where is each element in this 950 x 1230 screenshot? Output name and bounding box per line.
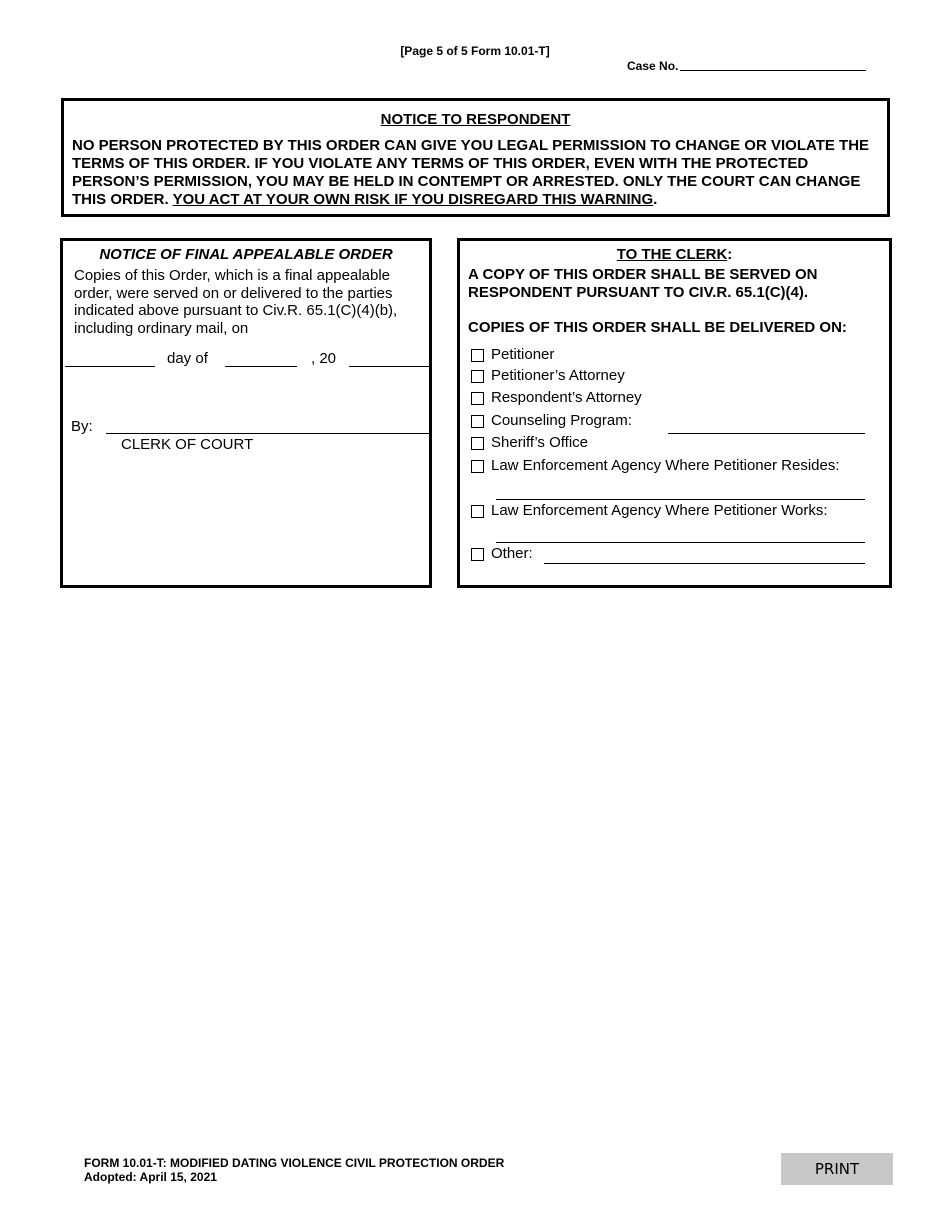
checkbox-petitioners-attorney[interactable] xyxy=(471,370,484,383)
checkbox-respondents-attorney[interactable] xyxy=(471,392,484,405)
footer-adopted-date: Adopted: April 15, 2021 xyxy=(84,1170,217,1184)
appealable-title: NOTICE OF FINAL APPEALABLE ORDER xyxy=(99,246,393,263)
clerk-of-court-label: CLERK OF COURT xyxy=(121,436,254,453)
notice-warning: YOU ACT AT YOUR OWN RISK IF YOU DISREGARD THIS WARNING xyxy=(172,191,654,208)
checkbox-agency-resides[interactable] xyxy=(471,460,484,473)
option-counseling-program: Counseling Program: xyxy=(491,412,632,429)
clerk-title-text: TO THE CLERK xyxy=(616,246,728,263)
option-respondents-attorney: Respondent’s Attorney xyxy=(491,389,642,406)
year-field[interactable] xyxy=(349,366,429,367)
clerk-signature-field[interactable] xyxy=(106,433,429,434)
day-field[interactable] xyxy=(65,366,155,367)
month-field[interactable] xyxy=(225,366,297,367)
option-other: Other: xyxy=(491,545,533,562)
notice-period: . xyxy=(653,191,658,208)
page-label: [Page 5 of 5 Form 10.01-T] xyxy=(400,44,550,58)
checkbox-agency-works[interactable] xyxy=(471,505,484,518)
case-number-field[interactable] xyxy=(680,70,866,71)
to-the-clerk-box xyxy=(457,238,892,588)
checkbox-other[interactable] xyxy=(471,548,484,561)
footer-form-title: FORM 10.01-T: MODIFIED DATING VIOLENCE CIVIL PROTECTION ORDER xyxy=(84,1156,505,1170)
option-agency-resides: Law Enforcement Agency Where Petitioner Resides: xyxy=(491,457,840,474)
checkbox-sheriffs-office[interactable] xyxy=(471,437,484,450)
notice-text: NO PERSON PROTECTED BY THIS ORDER CAN GIVE YOU LEGAL PERMISSION TO CHANGE OR VIOLATE THE TERMS OF THIS ORDER. IF YOU VIOLATE ANY TERMS OF THIS ORDER, EVEN WITH THE PROTECTED PERSON’S PERMISSION, YOU MAY BE HELD IN CONTEMPT OR ARRESTED. ONLY THE COURT CAN CHANGE THIS ORDER. xyxy=(72,137,870,208)
agency-works-field[interactable] xyxy=(496,542,865,543)
year-prefix-label: , 20 xyxy=(311,350,337,367)
checkbox-petitioner[interactable] xyxy=(471,349,484,362)
case-number-label: Case No. xyxy=(627,59,679,73)
footer-form-info xyxy=(84,1156,504,1184)
delivered-statement: COPIES OF THIS ORDER SHALL BE DELIVERED ON: xyxy=(468,319,847,336)
option-petitioners-attorney: Petitioner’s Attorney xyxy=(491,367,625,384)
by-label: By: xyxy=(71,418,93,435)
notice-body xyxy=(72,137,881,209)
option-agency-works: Law Enforcement Agency Where Petitioner Works: xyxy=(491,502,828,519)
day-of-label: day of xyxy=(167,350,208,367)
agency-resides-field[interactable] xyxy=(496,499,865,500)
appealable-body: Copies of this Order, which is a final appealable order, were served on or delivered to the parties indicated above pursuant to Civ.R. 65.1(C)(4)(b), including ordinary mail, on xyxy=(74,267,398,337)
checkbox-counseling-program[interactable] xyxy=(471,415,484,428)
clerk-title-colon: : xyxy=(727,246,733,263)
other-field[interactable] xyxy=(544,563,865,564)
served-statement: A COPY OF THIS ORDER SHALL BE SERVED ON RESPONDENT PURSUANT TO CIV.R. 65.1(C)(4). xyxy=(468,266,818,301)
notice-to-respondent-box xyxy=(61,98,890,217)
counseling-program-field[interactable] xyxy=(668,433,865,434)
option-sheriffs-office: Sheriff’s Office xyxy=(491,434,588,451)
clerk-title xyxy=(460,246,889,263)
option-petitioner: Petitioner xyxy=(491,346,555,363)
notice-title: NOTICE TO RESPONDENT xyxy=(380,111,571,128)
appealable-order-box xyxy=(60,238,432,588)
print-button[interactable]: PRINT xyxy=(781,1153,893,1185)
